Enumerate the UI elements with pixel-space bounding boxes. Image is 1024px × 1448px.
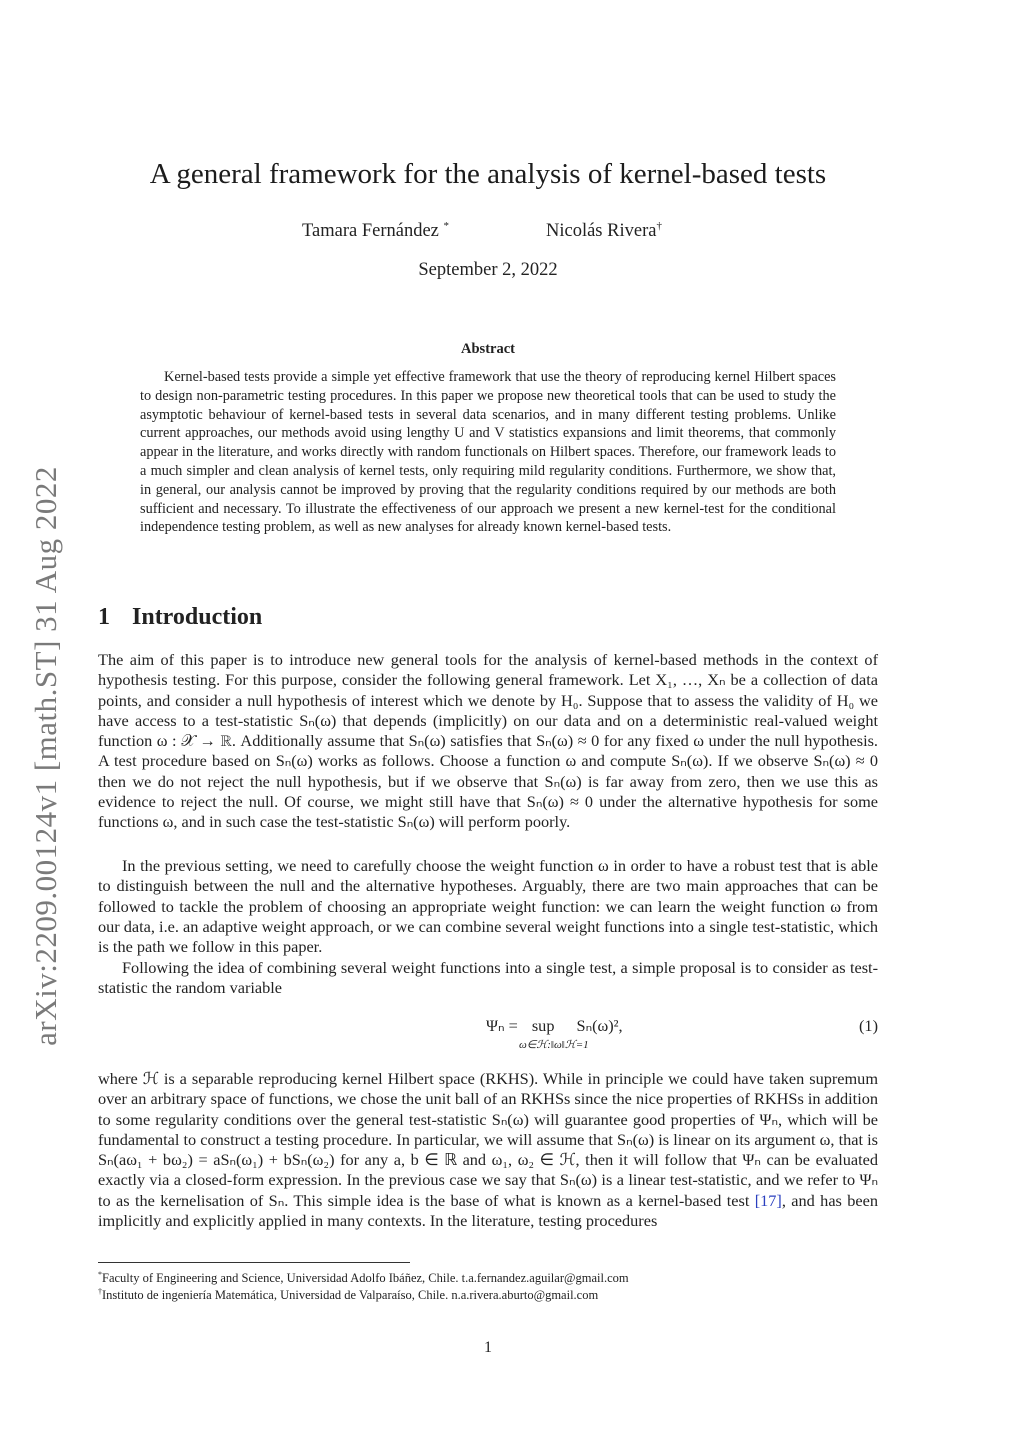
equation-lhs: Ψₙ = [486, 1016, 518, 1035]
footnote-2-mark: † [98, 1287, 102, 1296]
equation-number: (1) [859, 1016, 878, 1035]
paragraph-2: In the previous setting, we need to carefully choose the weight function ω in order to have a robust test that is able to distinguish between the null and the alternative hypotheses. Arguably, there are two main approaches that can be followed to tackle the problem of choosing an appropriate weight function: we can learn the weight function ω from our data, i.e. an adaptive weight approach, or we can combine several weight functions into a single test-statistic, which is the path we follow in this paper. [98, 856, 878, 957]
equation-rhs: Sₙ(ω)², [576, 1016, 623, 1035]
footnote-2 [98, 1284, 878, 1303]
paragraph-4 [98, 1069, 878, 1231]
arxiv-identifier-text: arXiv:2209.00124v1 [math.ST] 31 Aug 2022 [28, 466, 63, 1046]
citation-link[interactable]: [17] [754, 1190, 782, 1210]
abstract-text: Kernel-based tests provide a simple yet effective framework that use the theory of reproducing kernel Hilbert spaces to design non-parametric testing procedures. In this paper we propose new theoretical tools that can be used to study the asymptotic behaviour of kernel-based tests in several data scenarios, and in many different testing problems. Unlike current approaches, our methods avoid using lengthy U and V statistics expansions and limit theorems, that commonly appear in the literature, and works directly with random functionals on Hilbert spaces. Therefore, our framework leads to a much simpler and clean analysis of kernel tests, only requiring mild regularity conditions. Furthermore, we show that, in general, our analysis cannot be improved by proving that the regularity conditions required by our methods are both sufficient and necessary. To illustrate the effectiveness of our approach we present a new kernel-test for the conditional independence testing problem, as well as new analyses for already known kernel-based tests. [140, 369, 836, 536]
paper-title: A general framework for the analysis of kernel-based tests [149, 158, 827, 190]
page-number: 1 [484, 1339, 492, 1356]
paragraph-3: Following the idea of combining several weight functions into a single test, a simple proposal is to consider as test-statistic the random variable [98, 958, 878, 998]
section-number: 1 [98, 604, 110, 630]
section-heading [98, 604, 262, 631]
equation-body [486, 1016, 623, 1051]
paragraph-1: The aim of this paper is to introduce new general tools for the analysis of kernel-based methods in the context of hypothesis testing. For this purpose, consider the following general framework. Let X₁, …, Xₙ be a collection of data points, and consider a null hypothesis of interest which we denote by H₀. Suppose that to assess the validity of H₀ we have access to a test-statistic Sₙ(ω) that depends (implicitly) on our data and on a deterministic real-valued weight function ω : 𝒳 → ℝ. Additionally assume that Sₙ(ω) satisfies that Sₙ(ω) ≈ 0 for any fixed ω under the null hypothesis. A test procedure based on Sₙ(ω) works as follows. Choose a function ω and compute Sₙ(ω). If we observe Sₙ(ω) ≈ 0 then we do not reject the null hypothesis, but if we observe that Sₙ(ω) is far away from zero, then we use this as evidence to reject the null. Of course, we might still have that Sₙ(ω) ≈ 0 under the alternative hypothesis for some functions ω, and in such case the test-statistic Sₙ(ω) will perform poorly. [98, 650, 878, 832]
arxiv-identifier-stamp [20, 426, 72, 1086]
paper-date: September 2, 2022 [418, 260, 558, 280]
author-2 [546, 220, 662, 242]
equation-sup: sup [531, 1016, 555, 1035]
paragraph-4-tail: , and has been implicitly and explicitly applied in many contexts. In the literature, testing procedures [98, 1190, 878, 1231]
footnote-1-text: Faculty of Engineering and Science, Universidad Adolfo Ibáñez, Chile. t.a.fernandez.aguilar@gmail.com [102, 1271, 629, 1286]
author-1-name: Tamara Fernández [302, 221, 439, 242]
equation-operator [519, 1016, 589, 1051]
footnote-1-mark: * [98, 1270, 102, 1279]
equation-1 [98, 1014, 878, 1058]
section-title-text: Introduction [132, 604, 263, 630]
author-1-mark: * [443, 220, 449, 232]
author-2-mark: † [656, 220, 662, 232]
footnote-divider [98, 1262, 410, 1263]
paragraph-4-text: where ℋ is a separable reproducing kernel Hilbert space (RKHS). While in principle we could have taken supremum over an arbitrary space of functions, we chose the unit ball of an RKHSs since the nice properties of RKHSs in addition to some regularity conditions over the general test-statistic Sₙ(ω) will guarantee good properties of Ψₙ, which will be fundamental to construct a testing procedure. In particular, we will assume that Sₙ(ω) is linear on its argument ω, that is Sₙ(aω₁ + bω₂) = aSₙ(ω₁) + bSₙ(ω₂) for any a, b ∈ ℝ and ω₁, ω₂ ∈ ℋ, then it will follow that Ψₙ can be evaluated exactly via a closed-form expression. In the previous case we say that Sₙ(ω) is a linear test-statistic, and we refer to Ψₙ to as the kernelisation of Sₙ. This simple idea is the base of what is known as a kernel-based test [98, 1069, 878, 1210]
author-2-name: Nicolás Rivera [546, 221, 657, 242]
abstract-heading: Abstract [461, 341, 515, 357]
author-1 [302, 220, 449, 242]
equation-subscript: ω∈ℋ:‖ω‖ℋ=1 [519, 1039, 589, 1051]
footnote-2-text: Instituto de ingeniería Matemática, Universidad de Valparaíso, Chile. n.a.rivera.aburto@gmail.com [102, 1288, 599, 1303]
